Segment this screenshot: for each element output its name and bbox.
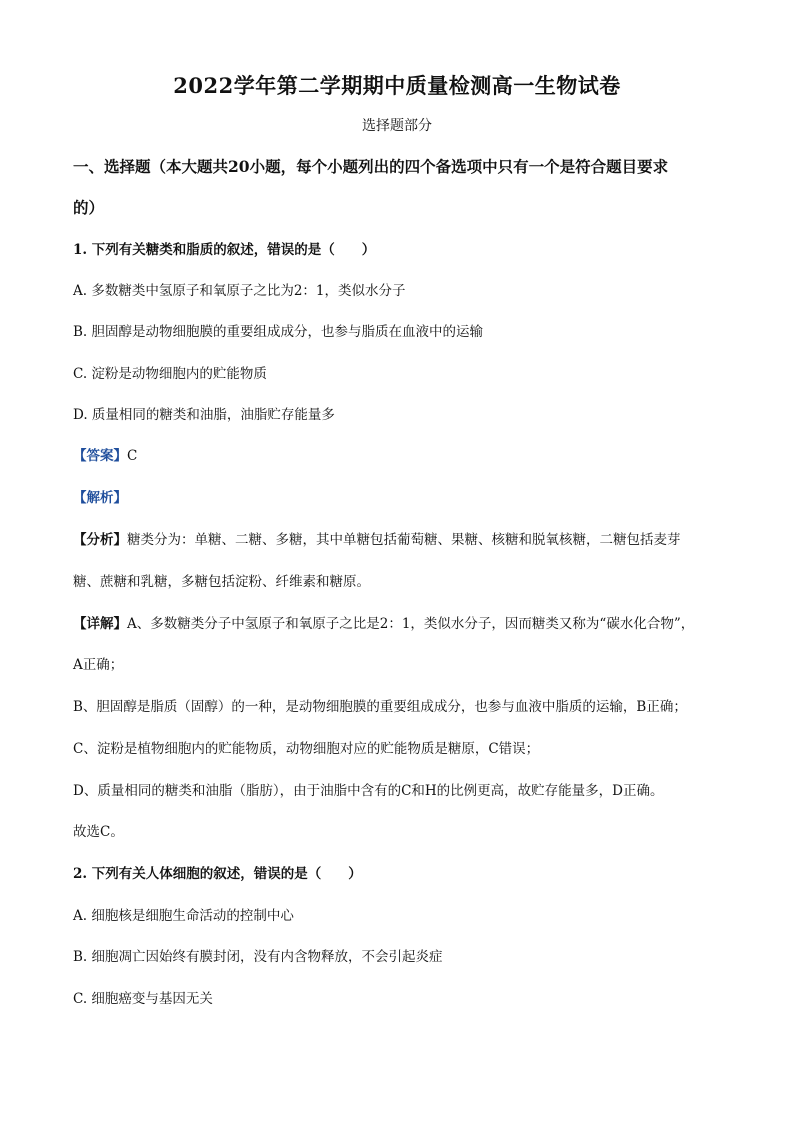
q1-analysis-heading	[73, 488, 127, 508]
q1-option-c: C. 淀粉是动物细胞内的贮能物质	[73, 366, 267, 382]
q1-option-d: D. 质量相同的糖类和油脂，油脂贮存能量多	[73, 407, 335, 423]
answer-value: C	[127, 448, 138, 464]
q1-xiangjie-line2: A正确；	[73, 657, 124, 673]
q2-stem: 2. 下列有关人体细胞的叙述，错误的是（ ）	[73, 866, 362, 882]
xiangjie-tag: 【详解】	[73, 616, 127, 632]
page-subtitle: 选择题部分	[362, 118, 432, 134]
q2-option-c: C. 细胞癌变与基因无关	[73, 991, 213, 1007]
page-title: 2022学年第二学期期中质量检测高一生物试卷	[173, 73, 621, 98]
q1-detail-b: B、胆固醇是脂质（固醇）的一种，是动物细胞膜的重要组成成分，也参与血液中脂质的运输，B正确；	[73, 699, 687, 715]
fenxi-text-1: 糖类分为：单糖、二糖、多糖，其中单糖包括葡萄糖、果糖、核糖和脱氧核糖，二糖包括麦芽	[127, 532, 681, 548]
q1-conclusion: 故选C。	[73, 824, 124, 840]
analysis-tag: 【解析】	[73, 490, 127, 506]
q1-option-a: A. 多数糖类中氢原子和氧原子之比为2：1，类似水分子	[73, 283, 406, 299]
q1-xiangjie-line1	[73, 614, 694, 634]
q1-option-b: B. 胆固醇是动物细胞膜的重要组成成分，也参与脂质在血液中的运输	[73, 324, 484, 340]
section-heading-line2: 的）	[73, 198, 105, 217]
q1-detail-d: D、质量相同的糖类和油脂（脂肪），由于油脂中含有的C和H的比例更高，故贮存能量多，D正确。	[73, 783, 664, 799]
q2-option-a: A. 细胞核是细胞生命活动的控制中心	[73, 908, 294, 924]
q1-answer	[73, 446, 137, 466]
q2-option-b: B. 细胞凋亡因始终有膜封闭，没有内含物释放，不会引起炎症	[73, 949, 443, 965]
section-heading-line1: 一、选择题（本大题共20小题，每个小题列出的四个备选项中只有一个是符合题目要求	[73, 157, 669, 176]
q1-fenxi-line1	[73, 530, 681, 550]
q1-detail-c: C、淀粉是植物细胞内的贮能物质，动物细胞对应的贮能物质是糖原，C错误；	[73, 741, 540, 757]
xiangjie-text-1: A、多数糖类分子中氢原子和氧原子之比是2：1，类似水分子，因而糖类又称为“碳水化合物”，	[127, 616, 695, 632]
answer-tag: 【答案】	[73, 448, 127, 464]
q1-fenxi-line2: 糖、蔗糖和乳糖，多糖包括淀粉、纤维素和糖原。	[73, 574, 370, 590]
q1-stem: 1. 下列有关糖类和脂质的叙述，错误的是（ ）	[73, 242, 376, 258]
fenxi-tag: 【分析】	[73, 532, 127, 548]
